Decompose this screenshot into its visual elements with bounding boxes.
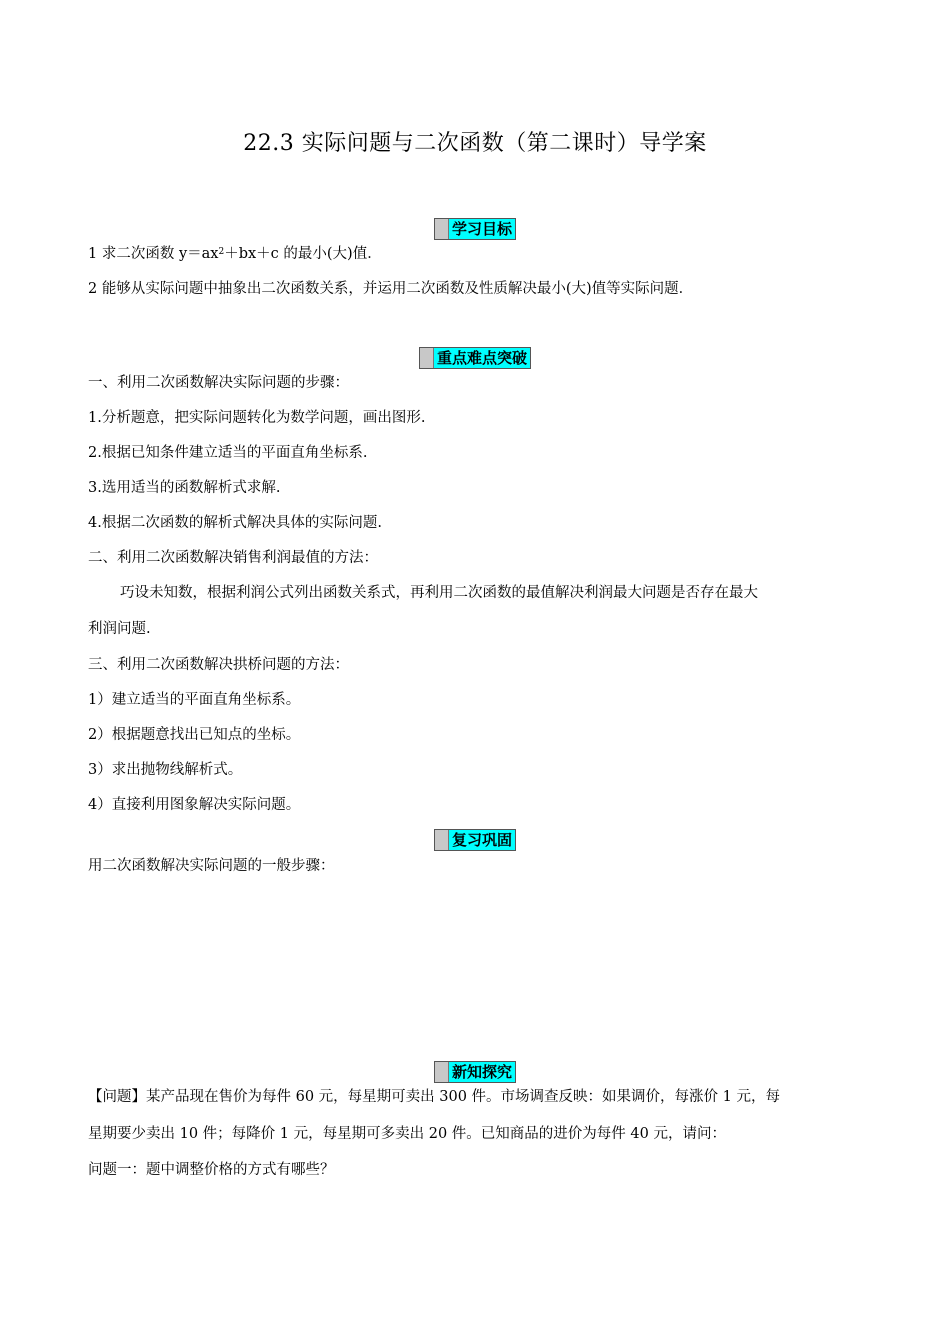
key-part3-step-3: 3）求出抛物线解析式。 bbox=[88, 762, 243, 778]
key-part1-step-1: 1.分析题意，把实际问题转化为数学问题，画出图形. bbox=[88, 410, 426, 426]
goal-item-1-text-end: ＋bx＋c 的最小(大)值． bbox=[224, 246, 382, 262]
key-part2-heading: 二、利用二次函数解决销售利润最值的方法： bbox=[88, 550, 378, 566]
section-heading-marker bbox=[435, 219, 449, 239]
section-heading-label: 新知探究 bbox=[449, 1062, 515, 1082]
review-text: 用二次函数解决实际问题的一般步骤： bbox=[88, 858, 335, 874]
problem-line-2: 星期要少卖出 10 件；每降价 1 元，每星期可多卖出 20 件。已知商品的进价为每件 40 元，请问： bbox=[88, 1126, 726, 1142]
goal-item-2: 2 能够从实际问题中抽象出二次函数关系，并运用二次函数及性质解决最小(大)值等实际问题． bbox=[88, 281, 694, 297]
section-heading-marker bbox=[435, 1062, 449, 1082]
section-heading-box bbox=[419, 347, 531, 369]
problem-text: 某产品现在售价为每件 60 元，每星期可卖出 300 件。市场调查反映：如果调价，每涨价 1 元，每 bbox=[146, 1089, 781, 1105]
key-part3-heading: 三、利用二次函数解决拱桥问题的方法： bbox=[88, 657, 349, 673]
key-part1-heading: 一、利用二次函数解决实际问题的步骤： bbox=[88, 375, 349, 391]
problem-label: 【问题】 bbox=[88, 1089, 146, 1105]
section-heading-box bbox=[434, 829, 516, 851]
goal-item-1 bbox=[88, 244, 868, 264]
section-heading-key-points bbox=[0, 347, 950, 372]
problem-line-1 bbox=[88, 1087, 868, 1107]
key-part3-step-1: 1）建立适当的平面直角坐标系。 bbox=[88, 692, 301, 708]
section-heading-review bbox=[0, 829, 950, 854]
page-title: 22.3 实际问题与二次函数（第二课时）导学案 bbox=[243, 131, 707, 156]
goal-item-1-exponent: 2 bbox=[218, 247, 225, 257]
section-heading-explore bbox=[0, 1061, 950, 1086]
key-part3-step-4: 4）直接利用图象解决实际问题。 bbox=[88, 797, 301, 813]
section-heading-marker bbox=[435, 830, 449, 850]
section-heading-label: 重点难点突破 bbox=[434, 348, 530, 368]
section-heading-box bbox=[434, 218, 516, 240]
section-heading-label: 复习巩固 bbox=[449, 830, 515, 850]
goal-item-1-text: 1 求二次函数 y＝ax bbox=[88, 246, 219, 262]
section-heading-marker bbox=[420, 348, 434, 368]
key-part3-step-2: 2）根据题意找出已知点的坐标。 bbox=[88, 727, 301, 743]
key-part1-step-3: 3.选用适当的函数解析式求解. bbox=[88, 480, 281, 496]
section-heading-goals bbox=[0, 218, 950, 243]
key-part2-text-line-1: 巧设未知数，根据利润公式列出函数关系式，再利用二次函数的最值解决利润最大问题是否存在最大 bbox=[120, 585, 758, 601]
question-1: 问题一：题中调整价格的方式有哪些？ bbox=[88, 1162, 335, 1178]
section-heading-label: 学习目标 bbox=[449, 219, 515, 239]
key-part2-text-line-2: 利润问题. bbox=[88, 621, 151, 637]
key-part1-step-2: 2.根据已知条件建立适当的平面直角坐标系. bbox=[88, 445, 368, 461]
section-heading-box bbox=[434, 1061, 516, 1083]
key-part1-step-4: 4.根据二次函数的解析式解决具体的实际问题. bbox=[88, 515, 382, 531]
